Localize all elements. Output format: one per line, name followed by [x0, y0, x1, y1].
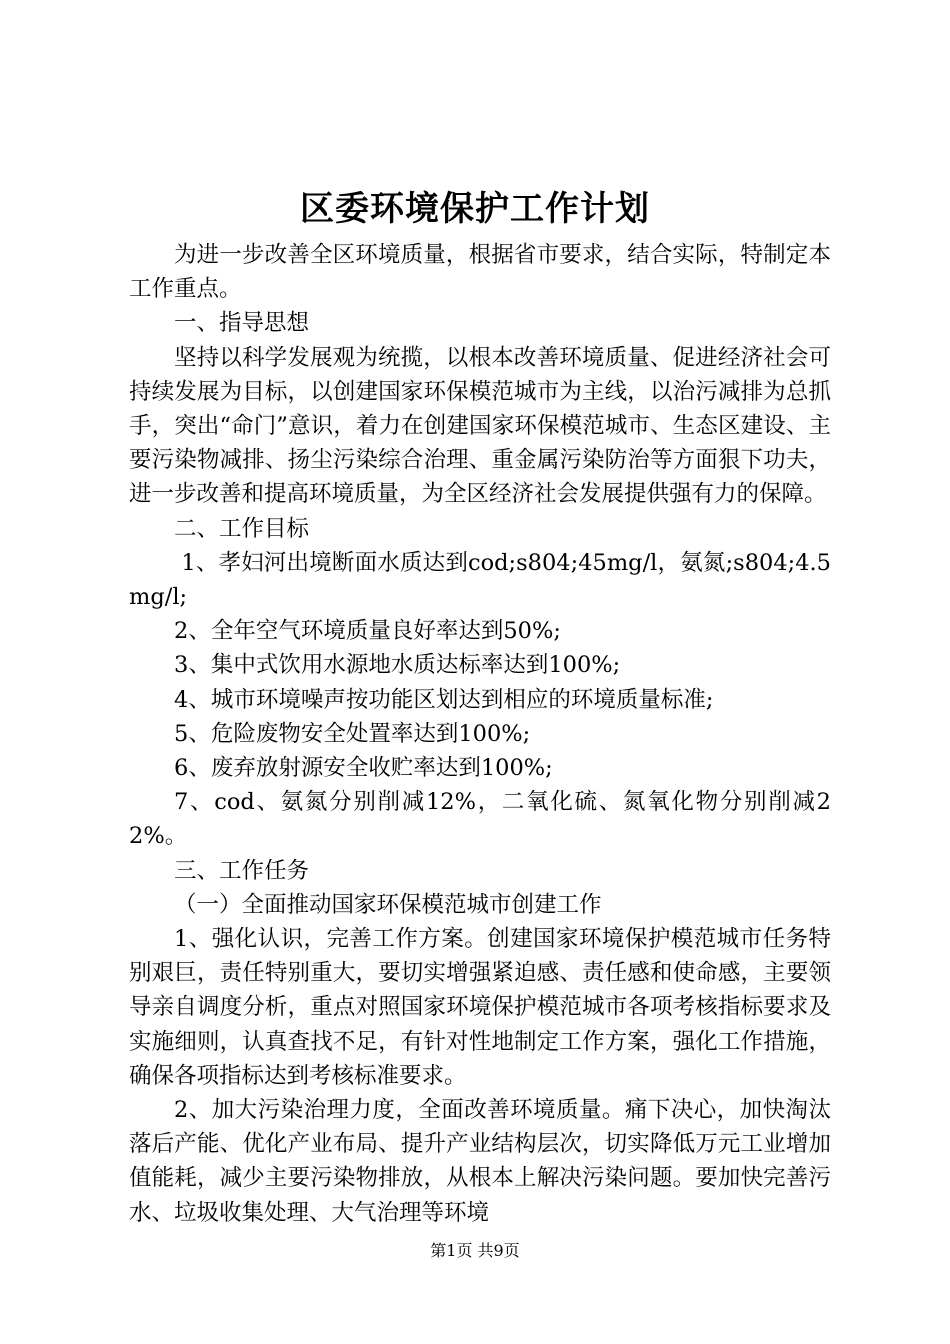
- subsection-heading-1: （一）全面推动国家环保模范城市创建工作: [174, 891, 602, 918]
- goal-item-2: 2、全年空气环境质量良好率达到50%;: [174, 618, 561, 645]
- goal-item-3: 3、集中式饮用水源地水质达标率达到100%;: [174, 652, 621, 679]
- paragraph-intro: 为进一步改善全区环境质量，根据省市要求，结合实际，特制定本工作重点。: [129, 242, 831, 303]
- section-heading-guiding-ideology: 一、指导思想: [174, 310, 310, 337]
- document-title: 区委环境保护工作计划: [300, 189, 650, 229]
- goal-item-5: 5、危险废物安全处置率达到100%;: [174, 720, 531, 747]
- goal-item-7: 7、cod、氨氮分别削减12%，二氧化硫、氮氧化物分别削减22%。: [129, 789, 831, 850]
- section-heading-work-tasks: 三、工作任务: [174, 857, 310, 884]
- task-item-2: 2、加大污染治理力度，全面改善环境质量。痛下决心，加快淘汰落后产能、优化产业布局、提升产业结构层次，切实降低万元工业增加值能耗，减少主要污染物排放，从根本上解决污染问题。要加快完善污水、垃圾收集处理、大气治理等环境: [129, 1097, 831, 1226]
- document-body: [129, 238, 831, 1230]
- goal-item-4: 4、城市环境噪声按功能区划达到相应的环境质量标准;: [174, 686, 714, 713]
- paragraph-guiding-ideology: 坚持以科学发展观为统揽，以根本改善环境质量、促进经济社会可持续发展为目标，以创建国家环保模范城市为主线，以治污减排为总抓手，突出“命门”意识，着力在创建国家环保模范城市、生态区建设、主要污染物减排、扬尘污染综合治理、重金属污染防治等方面狠下功夫，进一步改善和提高环境质量，为全区经济社会发展提供强有力的保障。: [129, 344, 831, 508]
- section-heading-work-goals: 二、工作目标: [174, 515, 310, 542]
- goal-item-6: 6、废弃放射源安全收贮率达到100%;: [174, 755, 553, 782]
- task-item-1: 1、强化认识，完善工作方案。创建国家环境保护模范城市任务特别艰巨，责任特别重大，要切实增强紧迫感、责任感和使命感，主要领导亲自调度分析，重点对照国家环境保护模范城市各项考核指标要求及实施细则，认真查找不足，有针对性地制定工作方案，强化工作措施，确保各项指标达到考核标准要求。: [129, 926, 831, 1089]
- goal-item-1: 1、孝妇河出境断面水质达到cod;s804;45mg/l，氨氮;s804;4.5mg/l;: [129, 549, 831, 611]
- page-footer: 第1页 共9页: [430, 1241, 520, 1260]
